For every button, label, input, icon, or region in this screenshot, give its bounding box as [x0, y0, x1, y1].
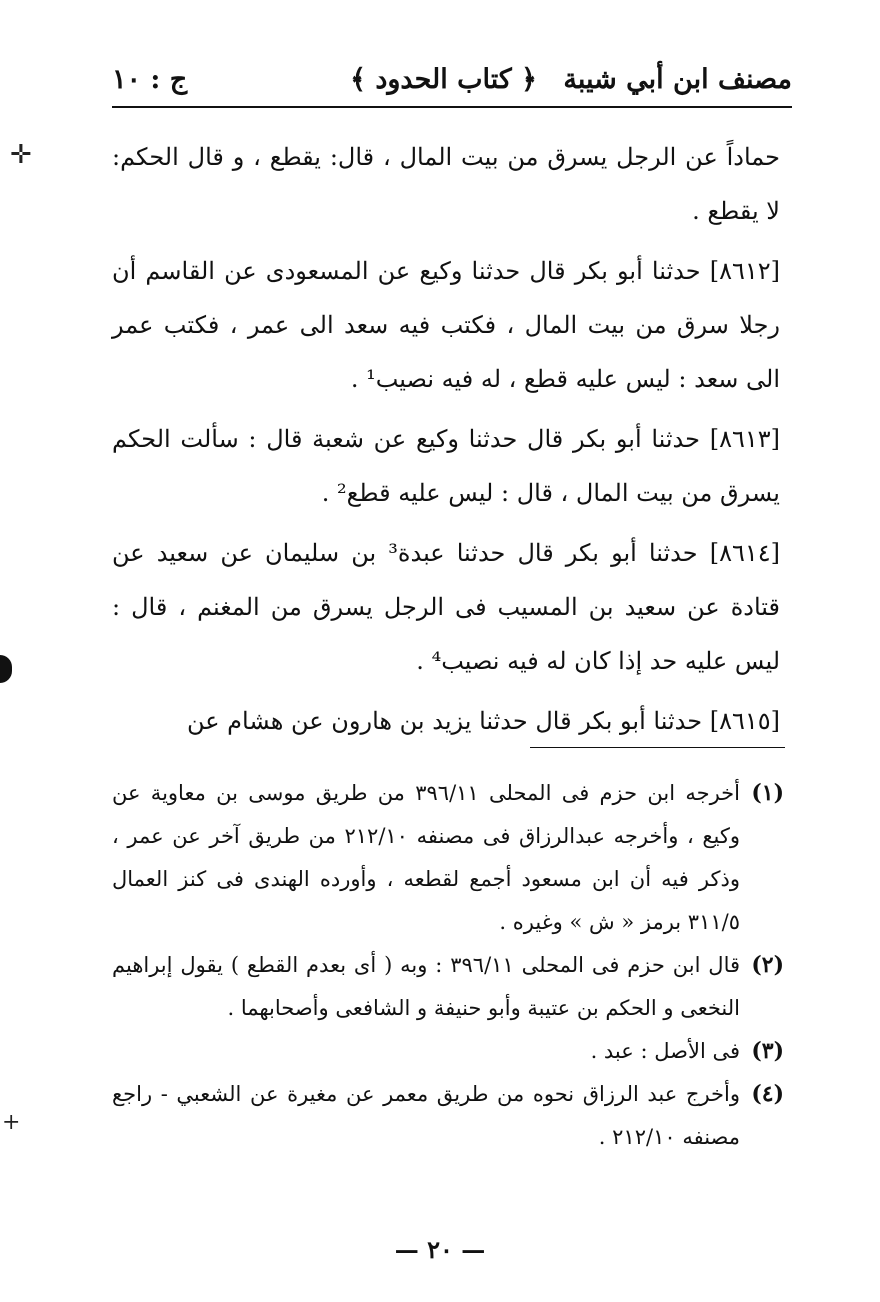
footnote-text: قال ابن حزم فى المحلى ٣٩٦/١١ : وبه ( أى بعدم القطع ) يقول إبراهيم النخعى و الحكم بن عتيبة وأبو حنيفة و الشافعى وأصحابهما . [112, 953, 741, 1020]
margin-crosshair-icon: + [2, 1110, 21, 1135]
footnote-number: (٣) [751, 1038, 784, 1064]
margin-blot [0, 655, 12, 683]
hadith-8615: [٨٦١٥] حدثنا أبو بكر قال حدثنا يزيد بن هارون عن هشام عن [186, 707, 780, 735]
header-divider [112, 106, 792, 108]
volume-number: ج : ١٠ [112, 64, 188, 95]
footnote-2 [112, 944, 784, 1030]
page-number: — ٢٠ — [394, 1235, 486, 1264]
footnote-text: وأخرج عبد الرزاق نحوه من طريق معمر عن مغيرة عن الشعبي - راجع مصنفه ٢١٢/١٠ . [112, 1082, 740, 1149]
footnote-1 [112, 772, 784, 944]
hadith-8612: [٨٦١٢] حدثنا أبو بكر قال حدثنا وكيع عن المسعودى عن القاسم أن رجلا سرق من بيت المال ، فكتب فيه سعد الى عمر ، فكتب عمر الى سعد : ليس عليه قطع ، له فيه نصيب¹ . [112, 257, 780, 393]
hadith-8614: [٨٦١٤] حدثنا أبو بكر قال حدثنا عبدة³ بن سليمان عن سعيد عن قتادة عن سعيد بن المسيب فى الرجل يسرق من المغنم ، قال : ليس عليه حد إذا كان له فيه نصيب⁴ . [112, 539, 780, 675]
footnote-4 [112, 1073, 784, 1159]
footnotes [112, 772, 784, 1159]
footnote-text: أخرجه ابن حزم فى المحلى ٣٩٦/١١ من طريق موسى بن معاوية عن وكيع ، وأخرجه عبدالرزاق فى مصنفه ٢١٢/١٠ من طريق آخر عن عمر ، وذكر فيه أن ابن مسعود أجمع لقطعه ، وأورده الهندى فى كنز العمال ٣١١/٥ برمز « ش » وغيره . [112, 781, 741, 934]
margin-crosshair-icon: ✛ [10, 140, 32, 170]
hadith-8613: [٨٦١٣] حدثنا أبو بكر قال حدثنا وكيع عن شعبة قال : سألت الحكم يسرق من بيت المال ، قال : ليس عليه قطع² . [112, 425, 780, 507]
book-title: مصنف ابن أبي شيبة [563, 64, 792, 95]
footnote-text: فى الأصل : عبد . [590, 1039, 740, 1063]
chapter-title: ﴿ كتاب الحدود ﴾ [350, 64, 537, 95]
footnote-divider [530, 747, 785, 748]
footnote-number: (٤) [751, 1081, 784, 1107]
footnote-number: (١) [751, 780, 784, 806]
text-paragraph: حماداً عن الرجل يسرق من بيت المال ، قال: يقطع ، و قال الحكم: لا يقطع . [112, 143, 780, 225]
footnote-number: (٢) [751, 952, 784, 978]
main-text [112, 130, 780, 754]
footnote-3 [112, 1030, 784, 1073]
page-header [112, 58, 792, 102]
